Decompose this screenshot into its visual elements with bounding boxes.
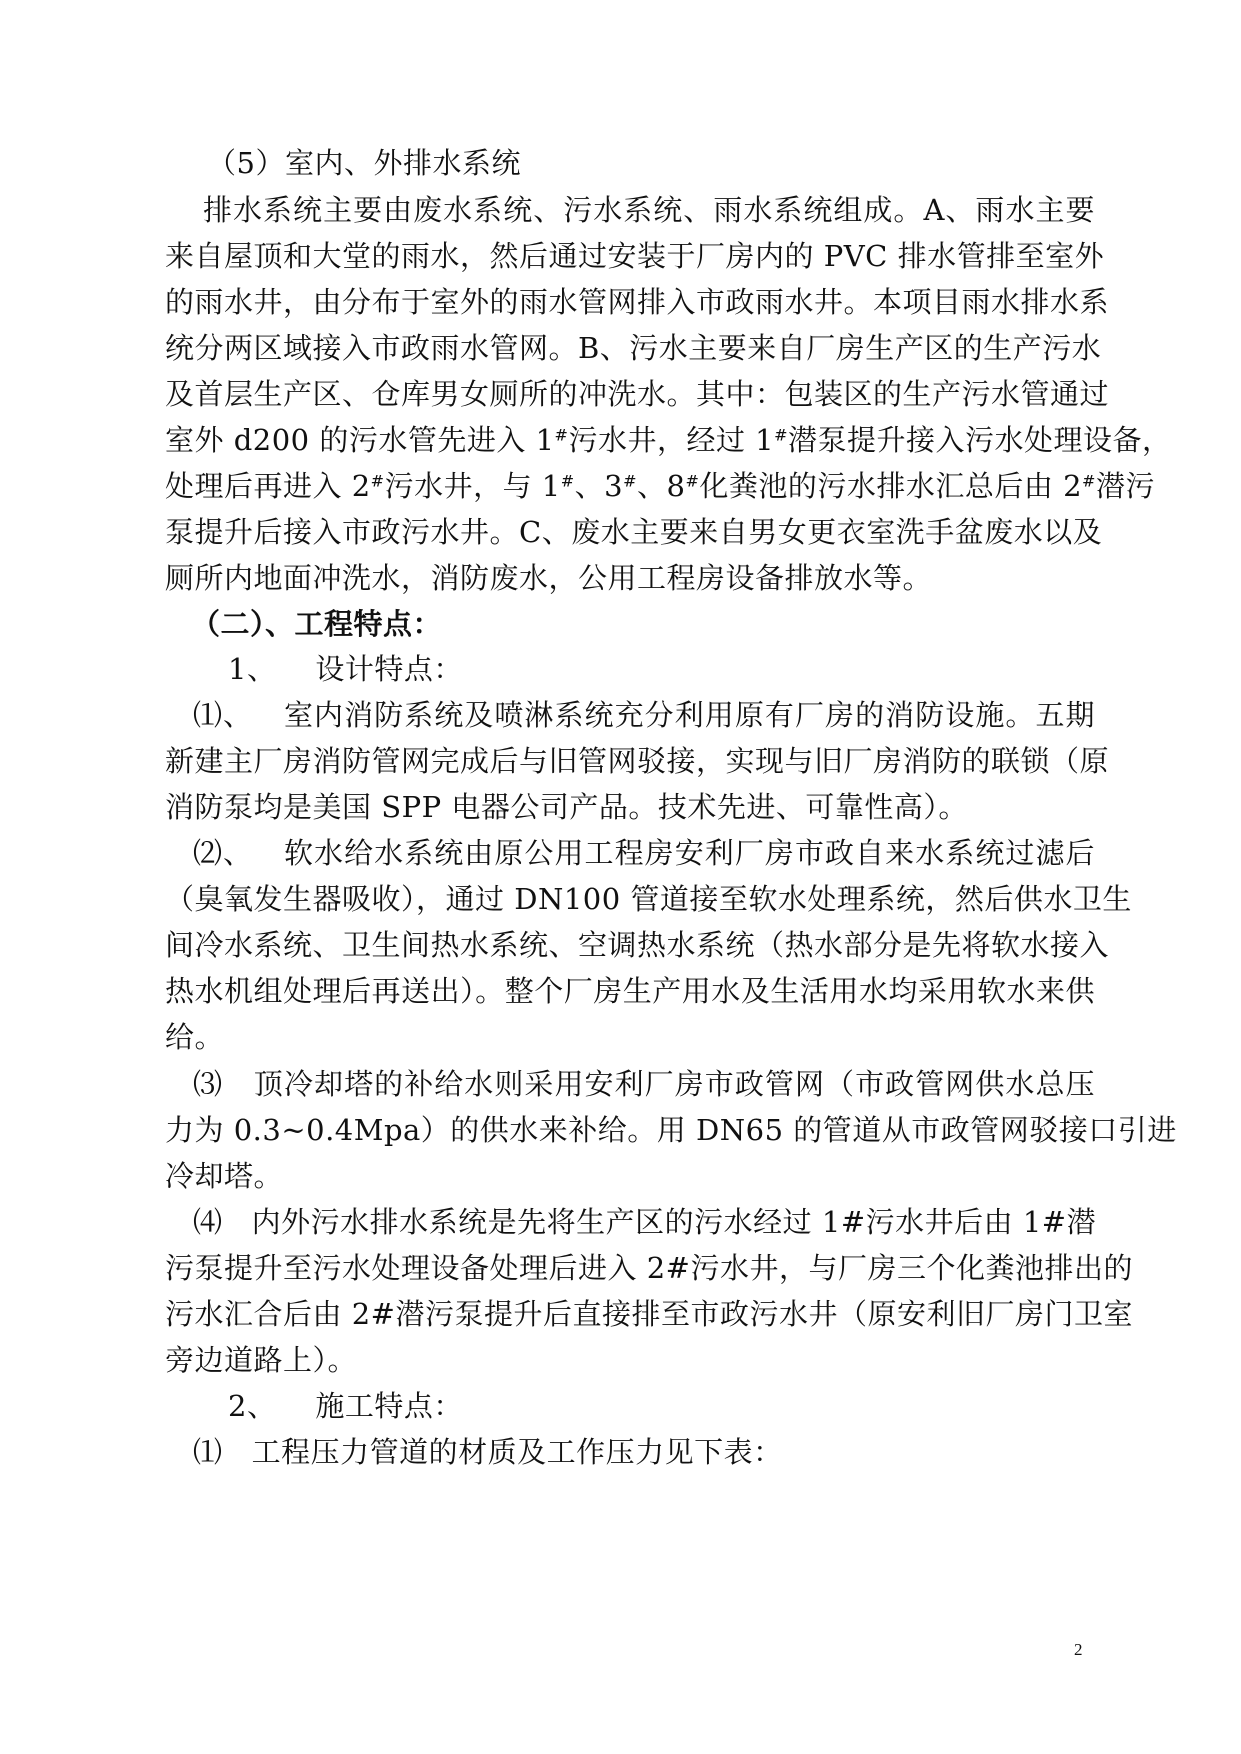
list-item-line: ⑵、 软水给水系统由原公用工程房安利厂房市政自来水系统过滤后: [193, 836, 1095, 870]
list-item-line: 给。: [165, 1020, 225, 1054]
text-segment: 潜污: [1095, 469, 1155, 503]
list-item-line: 新建主厂房消防管网完成后与旧管网驳接，实现与旧厂房消防的联锁（原: [165, 744, 1110, 778]
list-item-line: ⑶ 顶冷却塔的补给水则采用安利厂房市政管网（市政管网供水总压: [193, 1067, 1095, 1101]
page-number: 2: [1074, 1640, 1083, 1659]
list-item-line: ⑴、 室内消防系统及喷淋系统充分利用原有厂房的消防设施。五期: [193, 698, 1095, 732]
text-segment: 处理后再进入 2: [165, 469, 371, 503]
superscript-mark: #: [554, 425, 569, 445]
paragraph-line: 泵提升后接入市政污水井。C、废水主要来自男女更衣室洗手盆废水以及: [165, 515, 1103, 549]
paragraph-line: 厕所内地面冲洗水，消防废水，公用工程房设备排放水等。: [165, 561, 933, 595]
list-item-line: （臭氧发生器吸收），通过 DN100 管道接至软水处理系统，然后供水卫生: [165, 882, 1132, 916]
list-item-line: 污泵提升至污水处理设备处理后进入 2#污水井，与厂房三个化粪池排出的: [165, 1251, 1133, 1285]
list-item-line: 消防泵均是美国 SPP 电器公司产品。技术先进、可靠性高）。: [165, 790, 968, 824]
text-segment: 、8: [637, 469, 686, 503]
paragraph-line: 排水系统主要由废水系统、污水系统、雨水系统组成。A、雨水主要: [203, 193, 1095, 227]
superscript-mark: #: [560, 471, 575, 491]
paragraph-line: 统分两区域接入市政雨水管网。B、污水主要来自厂房生产区的生产污水: [165, 331, 1102, 365]
list-item-line: 旁边道路上）。: [165, 1343, 358, 1377]
paragraph-line: 及首层生产区、仓库男女厕所的冲洗水。其中：包装区的生产污水管通过: [165, 377, 1110, 411]
heading-indoor-outdoor-drainage: （5）室内、外排水系统: [207, 146, 521, 180]
superscript-mark: #: [370, 471, 385, 491]
text-segment: 潜泵提升接入污水处理设备，: [788, 423, 1172, 457]
list-item-line: 热水机组处理后再送出）。整个厂房生产用水及生活用水均采用软水来供: [165, 974, 1095, 1008]
superscript-mark: #: [623, 471, 638, 491]
list-item-line: 力为 0.3~0.4Mpa）的供水来补给。用 DN65 的管道从市政管网驳接口引进: [165, 1113, 1177, 1147]
list-item-line: 间冷水系统、卫生间热水系统、空调热水系统（热水部分是先将软水接入: [165, 928, 1110, 962]
text-segment: 化粪池的污水排水汇总后由 2: [699, 469, 1083, 503]
superscript-mark: #: [685, 471, 700, 491]
text-segment: 污水井，与 1: [384, 469, 561, 503]
text-segment: 、3: [574, 469, 624, 503]
superscript-mark: #: [1082, 471, 1096, 491]
paragraph-line: 来自屋顶和大堂的雨水，然后通过安装于厂房内的 PVC 排水管排至室外: [165, 239, 1105, 273]
list-item-line: ⑴ 工程压力管道的材质及工作压力见下表：: [193, 1435, 783, 1469]
paragraph-line: [165, 466, 1155, 506]
subheading-design-features: 1、 设计特点：: [228, 652, 463, 686]
paragraph-line: 的雨水井，由分布于室外的雨水管网排入市政雨水井。本项目雨水排水系: [165, 285, 1110, 319]
list-item-line: 污水汇合后由 2#潜污泵提升后直接排至市政污水井（原安利旧厂房门卫室: [165, 1297, 1133, 1331]
subheading-construction-features: 2、 施工特点：: [228, 1389, 463, 1423]
list-item-line: 冷却塔。: [165, 1159, 284, 1193]
text-segment: 污水井，经过 1: [568, 423, 775, 457]
text-segment: 室外 d200 的污水管先进入 1: [165, 423, 555, 457]
paragraph-line: [165, 420, 1172, 460]
list-item-line: ⑷ 内外污水排水系统是先将生产区的污水经过 1#污水井后由 1#潜: [193, 1205, 1097, 1239]
section-heading-project-features: （二）、工程特点：: [191, 607, 443, 641]
superscript-mark: #: [774, 425, 789, 445]
